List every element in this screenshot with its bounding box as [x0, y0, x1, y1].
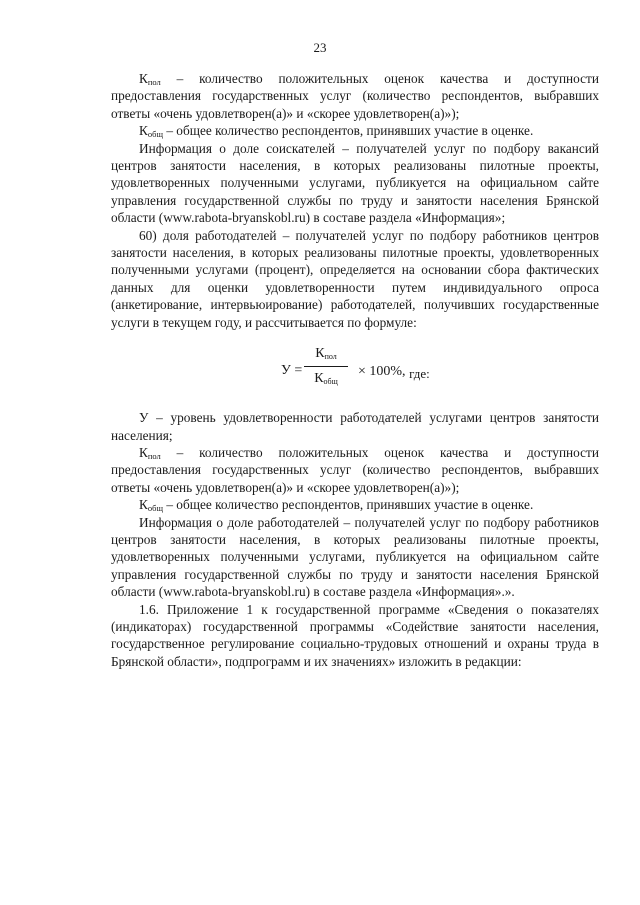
paragraph-u-definition: У – уровень удовлетворенности работодателей услугами центров занятости населения; — [111, 410, 599, 443]
symbol-k-obsch — [139, 123, 163, 138]
formula — [111, 341, 599, 399]
paragraph-text: – общее количество респондентов, принявших участие в оценке. — [163, 123, 534, 139]
formula-where: где: — [409, 366, 430, 382]
document-body — [111, 70, 599, 670]
symbol-letter: К — [139, 497, 148, 513]
paragraph-k-pol-definition — [111, 70, 599, 122]
paragraph-text: – общее количество респондентов, принявших участие в оценке. — [163, 497, 534, 513]
paragraph-text: – количество положительных оценок качества и доступности предоставления государственных услуг (количество респондентов, выбравших ответы «очень удовлетворен(а)» и «скорее удовлетворен(а)»); — [111, 71, 599, 121]
paragraph-k-obsch-definition — [111, 122, 599, 139]
paragraph-item-1-6: 1.6. Приложение 1 к государственной программе «Сведения о показателях (индикаторах) государственной программы «Содействие занятости населения, государственное регулирование социально-трудовых отношений и охраны труда в Брянской области», подпрограмм и их значениях» изложить в редакции: — [111, 601, 599, 669]
symbol-k-obsch — [139, 497, 163, 512]
fraction-bar — [304, 366, 348, 367]
formula-lhs: У = — [281, 363, 303, 379]
formula-numerator — [304, 345, 348, 364]
symbol-subscript: пол — [147, 77, 161, 87]
symbol-letter: К — [139, 123, 148, 139]
symbol-letter: К — [139, 444, 148, 460]
paragraph-info-job-seekers: Информация о доле соискателей – получателей услуг по подбору вакансий центров занятости населения, в которых реализованы пилотные проекты, удовлетворенных полученными услугами, публикуется на официальном сайте управления государственной службы по труду и занятости населения Брянской области (www.rabota-bryanskobl.ru) в составе раздела «Информация»; — [111, 140, 599, 226]
paragraph-info-employers: Информация о доле работодателей – получателей услуг по подбору работников центров занятости населения, в которых реализованы пилотные проекты, удовлетворенных полученными услугами, публикуется на официальном сайте управления государственной службы по труду и занятости населения Брянской области (www.rabota-bryanskobl.ru) в составе раздела «Информация».». — [111, 514, 599, 600]
formula-numerator-letter: К — [315, 346, 325, 362]
symbol-k-pol — [139, 71, 161, 86]
formula-multiplier: × 100%, — [358, 364, 406, 380]
paragraph-item-60: 60) доля работодателей – получателей услуг по подбору работников центров занятости населения, в которых реализованы пилотные проекты, удовлетворенных полученными услугами (процент), определяется на основании сбора фактических данных для оценки удовлетворенности путем индивидуального опроса (анкетирование, интервьюирование) работодателей, получивших государственные услуги в текущем году, и рассчитывается по формуле: — [111, 227, 599, 330]
symbol-letter: К — [139, 71, 148, 86]
symbol-subscript: пол — [147, 450, 161, 461]
formula-fraction — [304, 345, 348, 389]
paragraph-text: – количество положительных оценок качества и доступности предоставления государственных услуг (количество респондентов, выбравших ответы «очень удовлетворен(а)» и «скорее удовлетворен(а)»); — [111, 444, 599, 495]
symbol-k-pol — [139, 445, 161, 460]
page-number: 23 — [313, 40, 327, 55]
symbol-subscript: общ — [147, 129, 163, 140]
formula-rhs — [358, 362, 430, 380]
formula-numerator-subscript: пол — [324, 352, 337, 362]
formula-denominator — [304, 370, 348, 389]
paragraph-k-obsch-definition-2 — [111, 496, 599, 513]
formula-denominator-subscript: общ — [323, 377, 338, 387]
symbol-subscript: общ — [147, 503, 163, 514]
formula-denominator-letter: К — [314, 371, 324, 387]
paragraph-k-pol-definition-2 — [111, 444, 599, 496]
